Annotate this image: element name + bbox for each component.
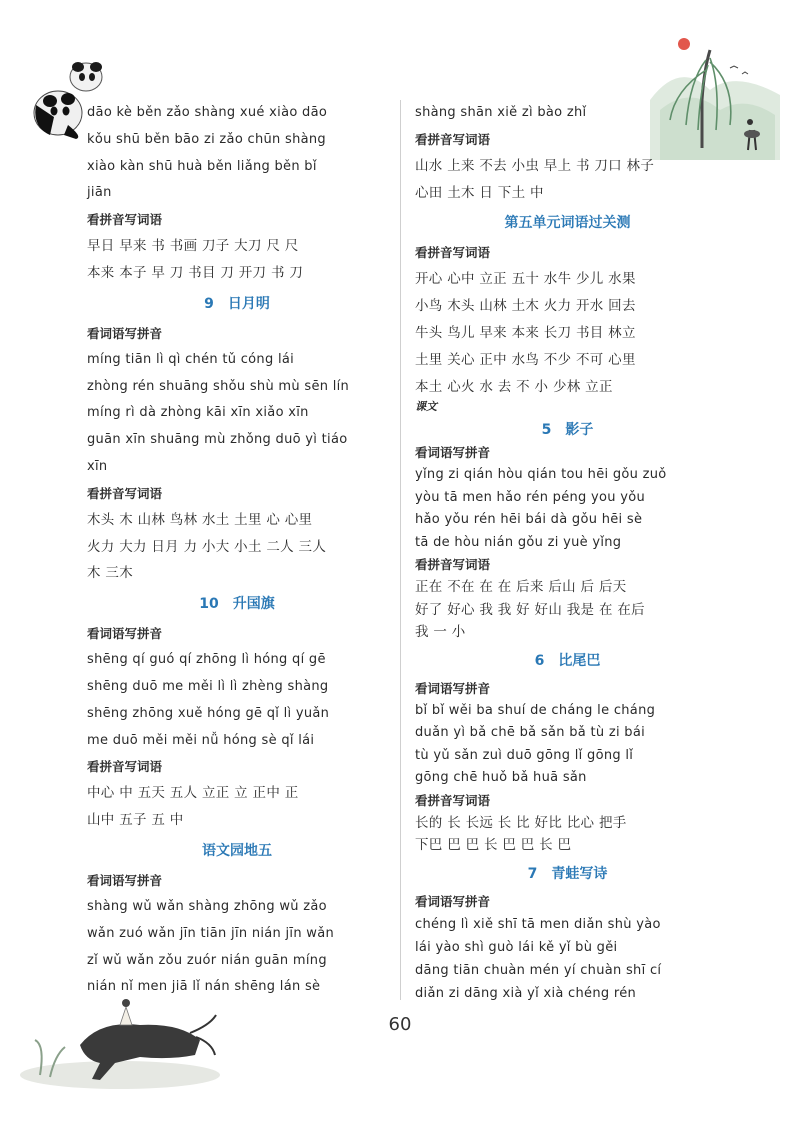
pinyin-line: jiān	[87, 185, 112, 201]
word-line: 好了 好心 我 我 好 好山 我是 在 在后	[415, 601, 645, 618]
pinyin-line: guān xīn shuāng mù zhǒng duō yì tiáo	[87, 432, 348, 448]
word-line: 山水 上来 不去 小虫 早上 书 刀口 林子	[415, 157, 655, 174]
left-column	[87, 100, 387, 1001]
exercise-label: 看拼音写词语	[87, 759, 163, 775]
exercise-label: 看词语写拼音	[415, 445, 491, 461]
word-line: 早日 早来 书 书画 刀子 大刀 尺 尺	[87, 238, 299, 255]
pinyin-line: nián nǐ men jiā lǐ nán shēng lán sè	[87, 979, 321, 995]
word-line: 正在 不在 在 在 后来 后山 后 后天	[415, 579, 627, 596]
word-line: 开心 心中 立正 五十 水牛 少儿 水果	[415, 271, 636, 288]
pinyin-line: zǐ wǔ wǎn zǒu zuór nián guān míng	[87, 952, 327, 968]
pinyin-line: zhòng rén shuāng shǒu shù mù sēn lín	[87, 378, 350, 394]
exercise-label: 看拼音写词语	[87, 212, 163, 228]
pinyin-line: duǎn yì bǎ chē bǎ sǎn bǎ tù zi bái	[415, 725, 646, 741]
word-line: 心田 土木 日 下土 中	[415, 184, 544, 201]
column-divider	[400, 100, 401, 1000]
pinyin-line: dāo kè běn zǎo shàng xué xiào dāo	[87, 105, 328, 120]
word-line: 长的 长 长远 长 比 好比 比心 把手	[415, 814, 627, 831]
exercise-label: 看词语写拼音	[87, 626, 163, 642]
pinyin-line: shēng qí guó qí zhōng lì hóng qí gē	[87, 652, 326, 668]
word-line: 下巴 巴 巴 长 巴 巴 长 巴	[415, 837, 572, 854]
word-line: 山中 五子 五 中	[87, 812, 184, 829]
pinyin-line: me duō měi měi nǚ hóng sè qǐ lái	[87, 732, 315, 748]
word-line: 中心 中 五天 五人 立正 立 正中 正	[87, 785, 299, 802]
pinyin-line: chéng lì xiě shī tā men diǎn shù yào	[415, 916, 661, 932]
pinyin-line: tā de hòu nián gǒu zi yuè yǐng	[415, 534, 622, 550]
word-line: 土里 关心 正中 水鸟 不少 不可 心里	[415, 351, 636, 368]
section-tag: 课文	[415, 400, 437, 414]
pinyin-line: shàng shān xiě zì bào zhǐ	[415, 105, 587, 120]
pinyin-line: xiào kàn shū huà běn liǎng běn bǐ	[87, 158, 317, 174]
lesson-title: 7 青蛙写诗	[527, 865, 608, 882]
unit-test-title: 第五单元词语过关测	[504, 215, 631, 232]
page-number: 60	[388, 1014, 412, 1035]
exercise-label: 看拼音写词语	[415, 245, 491, 261]
pinyin-line: gōng chē huǒ bǎ huā sǎn	[415, 770, 587, 786]
word-line: 火力 大力 日月 力 小大 小土 二人 三人	[87, 538, 327, 555]
pinyin-line: kǒu shū běn bāo zi zǎo chūn shàng	[87, 131, 326, 147]
pinyin-line: tù yǔ sǎn zuì duō gōng lǐ gōng lǐ	[415, 747, 634, 763]
exercise-label: 看词语写拼音	[87, 325, 163, 341]
exercise-label: 看词语写拼音	[87, 872, 163, 888]
exercise-label: 看拼音写词语	[415, 792, 491, 808]
pinyin-line: lái yào shì guò lái kě yǐ bù gěi	[415, 939, 618, 955]
pinyin-line: bǐ bǐ wěi ba shuí de cháng le cháng	[415, 702, 656, 718]
pinyin-line: hǎo yǒu rén hēi bái dà gǒu hēi sè	[415, 512, 643, 528]
pinyin-line: míng tiān lì qì chén tǔ cóng lái	[87, 351, 295, 367]
lesson-title: 5 影子	[541, 422, 594, 439]
lesson-title: 9 日月明	[204, 295, 270, 312]
lesson-title: 语文园地五	[202, 842, 272, 859]
left-top-pinyin	[87, 100, 387, 207]
word-line: 木头 木 山林 鸟林 水土 土里 心 心里	[87, 511, 313, 528]
pinyin-line: shēng zhōng xuě hóng gē qǐ lì yuǎn	[87, 705, 330, 721]
pinyin-line: yòu tā men hǎo rén péng you yǒu	[415, 489, 646, 505]
word-line: 本来 本子 早 刀 书目 刀 开刀 书 刀	[87, 264, 304, 281]
word-line: 我 一 小	[415, 624, 466, 641]
exercise-label: 看拼音写词语	[415, 131, 491, 147]
exercise-label: 看词语写拼音	[415, 893, 491, 909]
word-line: 牛头 鸟儿 早来 本来 长刀 书目 林立	[415, 324, 636, 341]
right-column	[415, 100, 720, 1005]
word-line: 木 三木	[87, 565, 133, 582]
exercise-label: 看拼音写词语	[87, 485, 163, 501]
pinyin-line: xīn	[87, 458, 108, 474]
pinyin-line: shàng wǔ wǎn shàng zhōng wǔ zǎo	[87, 898, 327, 914]
exercise-label: 看拼音写词语	[415, 557, 491, 573]
word-line: 小鸟 木头 山林 土木 火力 开水 回去	[415, 298, 636, 315]
pinyin-line: míng rì dà zhòng kāi xīn xiǎo xīn	[87, 405, 309, 421]
lesson-title: 6 比尾巴	[534, 652, 601, 669]
pinyin-line: wǎn zuó wǎn jīn tiān jīn nián jīn wǎn	[87, 925, 335, 941]
word-line: 本土 心火 水 去 不 小 少林 立正	[415, 378, 613, 395]
lesson-title: 10 升国旗	[199, 596, 275, 613]
pinyin-line: yǐng zi qián hòu qián tou hēi gǒu zuǒ	[415, 467, 667, 483]
pinyin-line: shēng duō me měi lì lì zhèng shàng	[87, 678, 329, 694]
pinyin-line: dāng tiān chuàn mén yí chuàn shī cí	[415, 962, 662, 978]
pinyin-line: diǎn zi dāng xià yǐ xià chéng rén	[415, 985, 637, 1001]
exercise-label: 看词语写拼音	[415, 680, 491, 696]
